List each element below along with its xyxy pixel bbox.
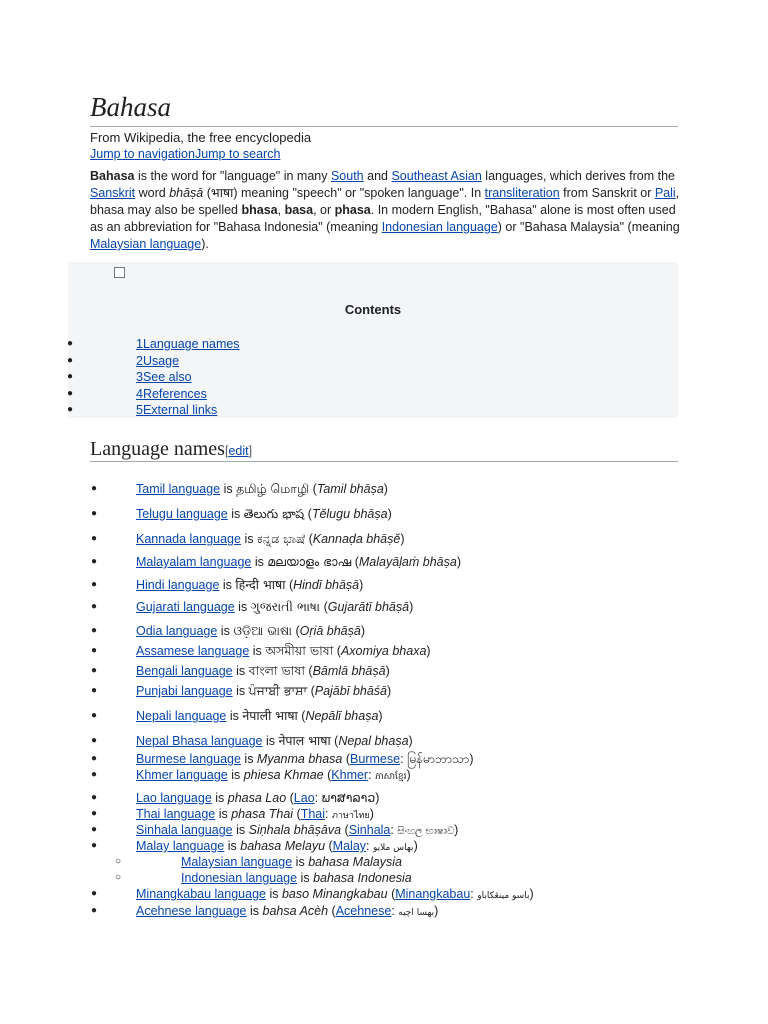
script-link[interactable]: Malay	[332, 839, 367, 853]
page-title: Bahasa	[90, 88, 678, 127]
list-item-content	[136, 708, 383, 724]
list-item-content	[136, 790, 379, 806]
romanization: Kannaḍa bhāṣĕ	[312, 532, 401, 546]
toc-label: External links	[142, 403, 218, 417]
romanization: bahsa Acèh	[262, 904, 329, 918]
native-script: தமிழ் மொழி	[236, 481, 310, 496]
intro-bold: phasa	[334, 203, 371, 217]
list-item	[0, 822, 740, 838]
list-item	[0, 683, 740, 699]
text: (	[387, 887, 396, 901]
jump-to-search-link[interactable]: Jump to search	[194, 147, 281, 161]
list-item-content	[136, 903, 438, 921]
bullet-icon: ●	[67, 371, 74, 382]
link-southeast-asian[interactable]: Southeast Asian	[391, 169, 482, 183]
site-tagline: From Wikipedia, the free encyclopedia	[90, 130, 312, 145]
list-item	[0, 751, 740, 767]
text: )	[387, 507, 392, 521]
text: (	[307, 684, 315, 698]
bullet-icon: ●	[91, 735, 98, 746]
text: )	[400, 532, 405, 546]
list-item-content	[136, 663, 390, 679]
native-script: بهاس ملايو	[372, 843, 414, 853]
native-script: नेपाल भाषा	[278, 733, 331, 748]
bullet-icon: ●	[91, 556, 98, 567]
romanization: Nepālī bhaṣa	[305, 709, 379, 723]
native-script: हिन्दी भाषा	[235, 577, 286, 592]
text: is	[220, 482, 237, 496]
romanization: Axomiya bhaxa	[340, 644, 427, 658]
script-link[interactable]: Minangkabau	[395, 887, 471, 901]
list-item	[0, 708, 740, 724]
text: :	[366, 839, 373, 853]
list-item	[0, 599, 740, 615]
text: (	[285, 578, 294, 592]
text: is	[297, 871, 314, 885]
intro-text: . In modern English, "Bahasa" alone is most often used as an abbreviation for "Bahasa Indonesia" (meaning	[90, 203, 676, 234]
native-script: తెలుగు భాష	[243, 506, 305, 521]
native-script: नेपाली भाषा	[242, 708, 298, 723]
text: )	[378, 709, 383, 723]
script-link[interactable]: Khmer	[331, 768, 369, 782]
list-item-content	[136, 554, 461, 570]
toc-link-see-also[interactable]	[136, 369, 192, 386]
text: is	[224, 839, 241, 853]
text: :	[470, 887, 478, 901]
edit-bracket: ]	[248, 444, 253, 458]
romanization: Oṛiā bhāṣā	[299, 624, 361, 638]
link-indonesian-language[interactable]: Indonesian language	[381, 220, 498, 234]
toc-label: Usage	[142, 353, 180, 368]
link-transliteration[interactable]: transliteration	[484, 186, 560, 200]
list-item-content	[136, 767, 411, 785]
language-link[interactable]: Gujarati language	[136, 600, 235, 614]
list-item-content	[136, 643, 431, 659]
text: is	[211, 791, 228, 805]
text: )	[409, 600, 414, 614]
native-script: සිංහල භාෂාව	[397, 826, 455, 837]
list-item-content	[181, 854, 402, 870]
text: :	[390, 823, 398, 837]
list-item	[0, 903, 740, 919]
script-link[interactable]: Acehnese	[335, 904, 392, 918]
language-link[interactable]: Lao language	[136, 791, 212, 805]
list-item	[0, 577, 740, 593]
text: (	[341, 823, 349, 837]
romanization: bahasa Indonesia	[313, 871, 412, 885]
text: is	[292, 855, 309, 869]
text: )	[369, 807, 374, 821]
text: )	[529, 887, 534, 901]
text: is	[217, 624, 234, 638]
list-item	[0, 886, 740, 902]
language-link[interactable]: Nepali language	[136, 709, 227, 723]
toc-link-usage[interactable]	[136, 353, 179, 370]
bullet-icon: ●	[67, 354, 74, 366]
native-script: မြန်မာဘာသာ	[407, 751, 470, 766]
intro-text: , bhasa may also be spelled	[90, 186, 680, 217]
intro-text: ) or "Bahasa Malaysia" (meaning	[497, 220, 680, 234]
native-script: باسو مينڠكاباو	[477, 891, 530, 901]
text: :	[391, 904, 399, 918]
romanization: Hindī bhāṣā	[293, 578, 360, 592]
text: (	[330, 734, 339, 748]
text: )	[456, 555, 461, 569]
intro-bold: bhasa	[241, 203, 278, 217]
native-script: অসমীয়া ভাষা	[265, 643, 334, 658]
romanization: phasa Lao	[227, 791, 287, 805]
list-item-content	[136, 599, 413, 615]
text: is	[226, 709, 243, 723]
romanization: Tamil bhāṣa	[316, 482, 384, 496]
toc-link-language-names[interactable]	[136, 336, 240, 353]
native-script: ਪੰਜਾਬੀ ਭਾਸ਼ਾ	[248, 683, 308, 698]
link-malaysian-language[interactable]: Malaysian language	[90, 237, 202, 251]
native-script: بهسا اچيه	[398, 908, 435, 918]
language-link[interactable]: Kannada language	[136, 532, 241, 546]
list-item	[0, 733, 740, 749]
text: :	[368, 768, 376, 782]
bullet-icon: ●	[91, 645, 98, 656]
language-link[interactable]: Tamil language	[136, 482, 221, 496]
script-link[interactable]: Sinhala	[348, 823, 391, 837]
circle-bullet-icon: ○	[115, 856, 122, 867]
section-edit	[225, 444, 252, 458]
intro-text: ).	[201, 237, 209, 251]
table-of-contents	[68, 262, 678, 418]
native-script: বাংলা ভাষা	[248, 663, 305, 678]
intro-bold-term: Bahasa	[90, 169, 135, 183]
native-script: ภาษาไทย	[332, 811, 370, 821]
list-item-content	[136, 683, 391, 699]
link-sanskrit[interactable]: Sanskrit	[90, 186, 136, 200]
bullet-icon: ●	[91, 710, 98, 721]
text: )	[454, 823, 459, 837]
language-link[interactable]: Sinhala language	[136, 823, 233, 837]
list-item	[0, 531, 740, 547]
language-link[interactable]: Odia language	[136, 624, 218, 638]
intro-text: , or	[313, 203, 335, 217]
language-link[interactable]: Assamese language	[136, 644, 250, 658]
bullet-icon: ●	[91, 808, 98, 819]
bullet-icon: ●	[91, 625, 98, 636]
language-link[interactable]: Acehnese language	[136, 904, 247, 918]
language-link[interactable]: Telugu language	[136, 507, 228, 521]
list-item	[0, 643, 740, 659]
edit-section-link[interactable]: edit	[228, 444, 249, 458]
native-script: ಕನ್ನಡ ಭಾಷೆ	[256, 531, 306, 546]
language-link[interactable]: Indonesian language	[181, 871, 298, 885]
toc-number: 2	[136, 353, 143, 368]
bullet-icon: ●	[91, 601, 98, 612]
native-script: ଓଡ଼ିଆ ଭାଷା	[233, 623, 293, 638]
jump-links	[90, 147, 280, 161]
text: (	[333, 644, 341, 658]
language-link[interactable]: Hindi language	[136, 578, 220, 592]
language-link[interactable]: Malayalam language	[136, 555, 252, 569]
romanization: Tĕlugu bhāṣa	[311, 507, 388, 521]
romanization: phiesa Khmae	[243, 768, 324, 782]
text: is	[227, 507, 244, 521]
native-script: ភាសាខ្មែរ	[375, 772, 407, 782]
bullet-icon: ●	[91, 685, 98, 696]
romanization: Siṇhala bhāṣāva	[248, 823, 342, 837]
intro-text: from Sanskrit or	[559, 186, 655, 200]
list-item	[0, 554, 740, 570]
language-link[interactable]: Punjabi language	[136, 684, 233, 698]
script-link[interactable]: Thai	[300, 807, 326, 821]
list-item	[0, 838, 740, 854]
romanization: Bāmlā bhāṣā	[312, 664, 386, 678]
bullet-icon: ●	[91, 888, 98, 899]
intro-text: and	[363, 169, 392, 183]
text: (	[305, 532, 313, 546]
romanization: Malayāḷaṁ bhāṣa	[358, 555, 457, 569]
link-south[interactable]: South	[330, 169, 364, 183]
bullet-icon: ●	[91, 769, 98, 780]
intro-text: languages, which derives from the	[481, 169, 675, 183]
text: is	[265, 887, 282, 901]
bullet-icon: ●	[67, 338, 74, 349]
text: )	[469, 752, 474, 766]
text: (	[325, 839, 333, 853]
bullet-icon: ●	[91, 840, 98, 851]
text: is	[232, 823, 249, 837]
list-item-content	[136, 623, 365, 639]
text: (	[351, 555, 359, 569]
list-item-content	[136, 481, 388, 497]
text: is	[232, 684, 249, 698]
text: )	[434, 904, 439, 918]
bullet-icon: ●	[67, 404, 74, 415]
circle-bullet-icon: ○	[115, 872, 122, 883]
text: )	[385, 664, 390, 678]
list-item-content	[136, 751, 474, 767]
script-link[interactable]: Burmese	[350, 752, 401, 766]
text: is	[246, 904, 263, 918]
intro-text: word	[135, 186, 170, 200]
text: is	[219, 578, 236, 592]
romanization: bahasa Malaysia	[308, 855, 402, 869]
text: (	[297, 709, 306, 723]
list-item-content	[136, 531, 405, 547]
text: (	[328, 904, 336, 918]
romanization: phasa Thai	[231, 807, 294, 821]
text: )	[413, 839, 418, 853]
text: (	[304, 664, 313, 678]
edit-bracket: [	[224, 444, 229, 458]
toc-number: 1	[136, 337, 143, 351]
script-link[interactable]: Lao	[293, 791, 315, 805]
toc-number: 3	[136, 370, 143, 384]
text: is	[240, 532, 257, 546]
text: )	[360, 624, 365, 638]
bullet-icon: ●	[91, 665, 98, 676]
bullet-icon: ●	[91, 792, 98, 803]
intro-text: (भाषा) meaning "speech" or "spoken language". In	[203, 186, 485, 200]
section-heading-text: Language names	[90, 438, 225, 460]
text: )	[426, 644, 431, 658]
text: is	[215, 807, 232, 821]
text: is	[251, 555, 268, 569]
bullet-icon: ●	[91, 753, 98, 764]
toc-label: See also	[142, 370, 192, 384]
language-link[interactable]: Minangkabau language	[136, 887, 266, 901]
romanization: baso Minangkabau	[281, 887, 388, 901]
sub-list-item	[0, 854, 740, 870]
text: (	[342, 752, 351, 766]
text: :	[400, 752, 408, 766]
native-script: ພາສາລາວ	[321, 790, 376, 805]
toc-number: 4	[136, 386, 143, 401]
text: :	[325, 807, 332, 821]
text: (	[304, 507, 312, 521]
language-link[interactable]: Nepal Bhasa language	[136, 734, 263, 748]
list-item	[0, 506, 740, 522]
text: )	[383, 482, 388, 496]
romanization: Gujarātī bhāṣā	[327, 600, 410, 614]
text: )	[408, 734, 413, 748]
list-item-content	[136, 506, 392, 522]
intro-text: is the word for "language" in many	[134, 169, 331, 183]
toc-title: Contents	[344, 302, 402, 317]
bullet-icon: ●	[91, 824, 98, 835]
text: is	[234, 600, 251, 614]
text: (	[320, 600, 328, 614]
toc-label: References	[142, 386, 207, 401]
romanization: Myanma bhasa	[256, 752, 343, 766]
section-heading-language-names	[90, 437, 678, 462]
list-item	[0, 790, 740, 806]
language-link[interactable]: Malaysian language	[181, 855, 293, 869]
language-link[interactable]: Khmer language	[136, 768, 228, 782]
bullet-icon: ●	[91, 533, 98, 544]
jump-to-navigation-link[interactable]: Jump to navigation	[90, 147, 195, 161]
text: (	[292, 624, 300, 638]
list-item	[0, 806, 740, 822]
text: (	[309, 482, 317, 496]
toc-link-references[interactable]	[136, 386, 207, 403]
language-link[interactable]: Burmese language	[136, 752, 241, 766]
bullet-icon: ●	[91, 483, 98, 494]
text: (	[323, 768, 332, 782]
toc-number: 5	[136, 403, 143, 417]
language-link[interactable]: Malay language	[136, 839, 225, 853]
list-item	[0, 481, 740, 497]
toc-header-bar	[90, 262, 678, 286]
native-script: ગુજરાતી ભાષા	[250, 599, 321, 614]
intro-bold: basa	[284, 203, 314, 217]
text: )	[375, 791, 380, 805]
bullet-icon: ●	[91, 905, 98, 916]
list-item	[0, 767, 740, 783]
romanization: Pajābī bhāśā	[314, 684, 388, 698]
text: :	[314, 791, 322, 805]
language-link[interactable]: Bengali language	[136, 664, 233, 678]
romanization: bahasa Melayu	[240, 839, 326, 853]
native-script: മലയാളം ഭാഷ	[267, 554, 352, 569]
text: is	[227, 768, 244, 782]
text: is	[240, 752, 257, 766]
text: )	[406, 768, 411, 782]
text: )	[387, 684, 392, 698]
text: is	[262, 734, 279, 748]
text: )	[359, 578, 364, 592]
language-link[interactable]: Thai language	[136, 807, 216, 821]
text: is	[249, 644, 266, 658]
list-item-content	[181, 870, 412, 886]
list-item-content	[136, 733, 413, 749]
list-item	[0, 623, 740, 639]
list-item-content	[136, 577, 363, 593]
list-item	[0, 663, 740, 679]
bullet-icon: ●	[91, 579, 98, 590]
toc-toggle-checkbox[interactable]	[114, 267, 125, 278]
list-item-content	[136, 886, 534, 904]
bullet-icon: ●	[91, 508, 98, 519]
intro-text: ,	[277, 203, 285, 217]
link-pali[interactable]: Pali	[654, 186, 676, 200]
sub-list-item	[0, 870, 740, 886]
intro-paragraph	[90, 168, 680, 253]
text: (	[286, 791, 294, 805]
romanization: Nepal bhaṣa	[338, 734, 409, 748]
bullet-icon: ●	[67, 387, 74, 399]
intro-italic: bhāṣā	[169, 186, 204, 200]
toc-label: Language names	[142, 337, 240, 351]
text: is	[232, 664, 249, 678]
text: (	[293, 807, 301, 821]
toc-link-external-links[interactable]	[136, 402, 217, 419]
